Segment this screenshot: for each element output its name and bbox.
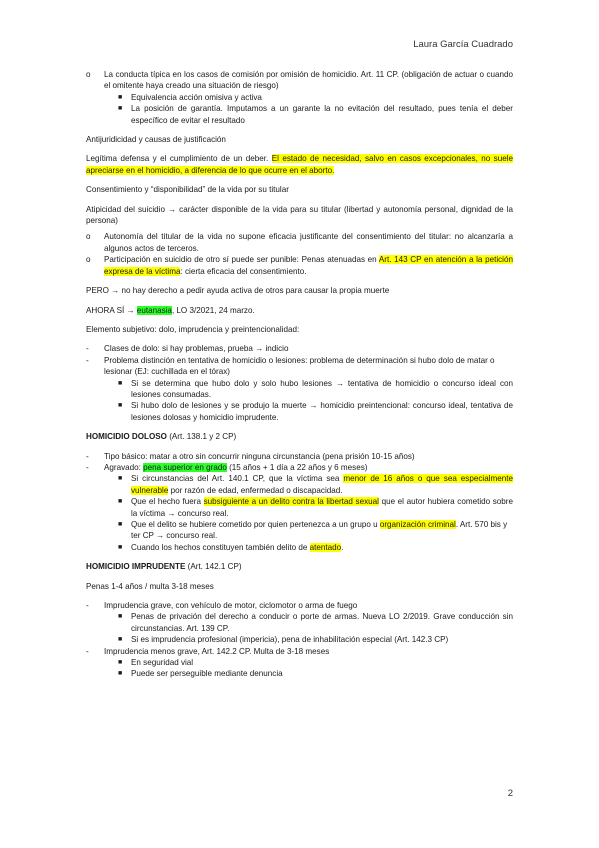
list-item: - Tipo básico: matar a otro sin concurrir ninguna circunstancia (pena prisión 10-15 años) — [86, 451, 415, 461]
highlight: El estado de necesidad, salvo en casos excepcionales, no suele apreciarse en el homicidio, a diferencia de lo que ocurre en el aborto. — [86, 154, 514, 175]
dash-bullet-icon: - — [86, 646, 89, 656]
highlight: eutanasia — [136, 305, 172, 315]
square-bullet-icon: ■ — [118, 659, 123, 667]
list-item: ■ Que el hecho fuera subsiguiente a un delito contra la libertad sexual que el autor hubiera cometido sobre la víctima → concurso real. — [118, 497, 513, 518]
section-heading: Antijuridicidad y causas de justificación — [86, 135, 226, 145]
list-item: - Agravado: pena superior en grado (15 años + 1 día a 22 años y 6 meses) — [86, 462, 368, 472]
paragraph: AHORA SÍ → eutanasia, LO 3/2021, 24 marzo. — [86, 305, 255, 315]
square-bullet-icon: ■ — [118, 521, 123, 528]
highlight: organización criminal — [379, 520, 456, 529]
paragraph: Legítima defensa y el cumplimiento de un deber. El estado de necesidad, salvo en casos excepcionales, no suele apreciarse en el homicidio, a diferencia de lo que ocurre en el aborto. — [86, 154, 514, 175]
highlight: atentado — [309, 542, 342, 552]
page-header-author: Laura García Cuadrado — [413, 39, 513, 50]
section-heading: HOMICIDIO DOLOSO (Art. 138.1 y 2 CP) — [86, 432, 237, 442]
circle-bullet-icon: o — [86, 70, 91, 79]
square-bullet-icon: ■ — [118, 379, 123, 387]
square-bullet-icon: ■ — [118, 636, 123, 644]
square-bullet-icon: ■ — [118, 670, 123, 678]
list-item: ■ Que el delito se hubiere cometido por quien pertenezca a un grupo u organización criminal. Art. 570 bis y ter CP → concurso real. — [118, 520, 508, 541]
circle-bullet-icon: o — [86, 255, 91, 265]
paragraph: Penas 1-4 años / multa 3-18 meses — [86, 581, 214, 591]
list-item: ■ Equivalencia acción omisiva y activa — [118, 92, 262, 102]
section-heading: Elemento subjetivo: dolo, imprudencia y preintencionalidad: — [86, 324, 300, 334]
paragraph: PERO → no hay derecho a pedir ayuda activa de otros para causar la propia muerte — [86, 286, 390, 296]
square-bullet-icon: ■ — [118, 105, 123, 113]
dash-bullet-icon: - — [86, 451, 89, 461]
section-heading: HOMICIDIO IMPRUDENTE (Art. 142.1 CP) — [86, 562, 242, 572]
list-item: o Autonomía del titular de la vida no supone eficacia justificante del consentimiento del titular: no alcanzaría a algunos actos de terceros. — [86, 232, 513, 253]
list-item: ■ Puede ser perseguible mediante denuncia — [118, 669, 283, 679]
list-item: ■ Cuando los hechos constituyen también delito de atentado. — [118, 542, 344, 552]
list-item: ■ Si circunstancias del Art. 140.1 CP, que la víctima sea menor de 16 años o que sea especialmente vulnerable por razón de edad, enfermedad o discapacidad. — [118, 474, 513, 495]
dash-bullet-icon: - — [86, 601, 89, 611]
list-item: ■ Si hubo dolo de lesiones y se produjo la muerte → homicidio preintencional: concurso ideal, tentativa de lesiones dolosas y homicidio imprudente. — [118, 401, 513, 422]
list-item: - Problema distinción en tentativa de homicidio o lesiones: problema de determinación si hubo dolo de matar o lesionar (EJ: cuchillada en el tórax) — [86, 355, 495, 377]
list-item: - Imprudencia menos grave, Art. 142.2 CP. Multa de 3-18 meses — [86, 646, 330, 656]
highlight: pena superior en grado — [143, 462, 227, 472]
dash-bullet-icon: - — [86, 355, 89, 365]
list-item: ■ Penas de privación del derecho a conducir o porte de armas. Nueva LO 2/2019. Grave conducción sin circunstancias. Art. 139 CP. — [118, 612, 513, 633]
list-item: - Clases de dolo: si hay problemas, prueba → indicio — [86, 344, 289, 354]
square-bullet-icon: ■ — [118, 475, 123, 483]
circle-bullet-icon: o — [86, 232, 91, 242]
square-bullet-icon: ■ — [118, 93, 123, 101]
page-body — [86, 69, 513, 680]
paragraph: Atipicidad del suicidio → carácter disponible de la vida para su titular (libertad y autonomía personal, dignidad de la persona) — [86, 204, 513, 226]
list-item: ■ La posición de garantía. Imputamos a un garante la no evitación del resultado, pues tenía el deber específico de evitar el resultado — [118, 104, 513, 125]
list-item: o Participación en suicidio de otro sí puede ser punible: Penas atenuadas en Art. 143 CP en atención a la petición expresa de la víctima: cierta eficacia del consentimiento. — [86, 255, 513, 276]
page-number: 2 — [507, 788, 513, 799]
highlight: menor de 16 años o que sea especialmente vulnerable — [131, 474, 513, 495]
highlight: subsiguiente a un delito contra la libertad sexual — [203, 497, 379, 507]
section-heading: Consentimiento y “disponibilidad” de la vida por su titular — [86, 185, 289, 195]
list-item: - Imprudencia grave, con vehículo de motor, ciclomotor o arma de fuego — [86, 601, 358, 611]
dash-bullet-icon: - — [86, 344, 89, 354]
list-item: ■ Si es imprudencia profesional (impericia), pena de inhabilitación especial (Art. 142.3 CP) — [118, 635, 449, 645]
list-item: ■ Si se determina que hubo dolo y solo hubo lesiones → tentativa de homicidio o concurso ideal con lesiones consumadas. — [118, 378, 513, 399]
square-bullet-icon: ■ — [118, 613, 123, 621]
dash-bullet-icon: - — [86, 462, 89, 472]
list-item: ■ En seguridad vial — [118, 658, 194, 668]
square-bullet-icon: ■ — [118, 543, 123, 551]
highlight: Art. 143 CP en atención a la petición expresa de la víctima — [104, 255, 513, 276]
list-item: o La conducta típica en los casos de comisión por omisión de homicidio. Art. 11 CP. (obligación de actuar o cuando el omitente haya creado una situación de riesgo) — [86, 70, 513, 91]
square-bullet-icon: ■ — [118, 498, 123, 506]
square-bullet-icon: ■ — [118, 402, 123, 410]
